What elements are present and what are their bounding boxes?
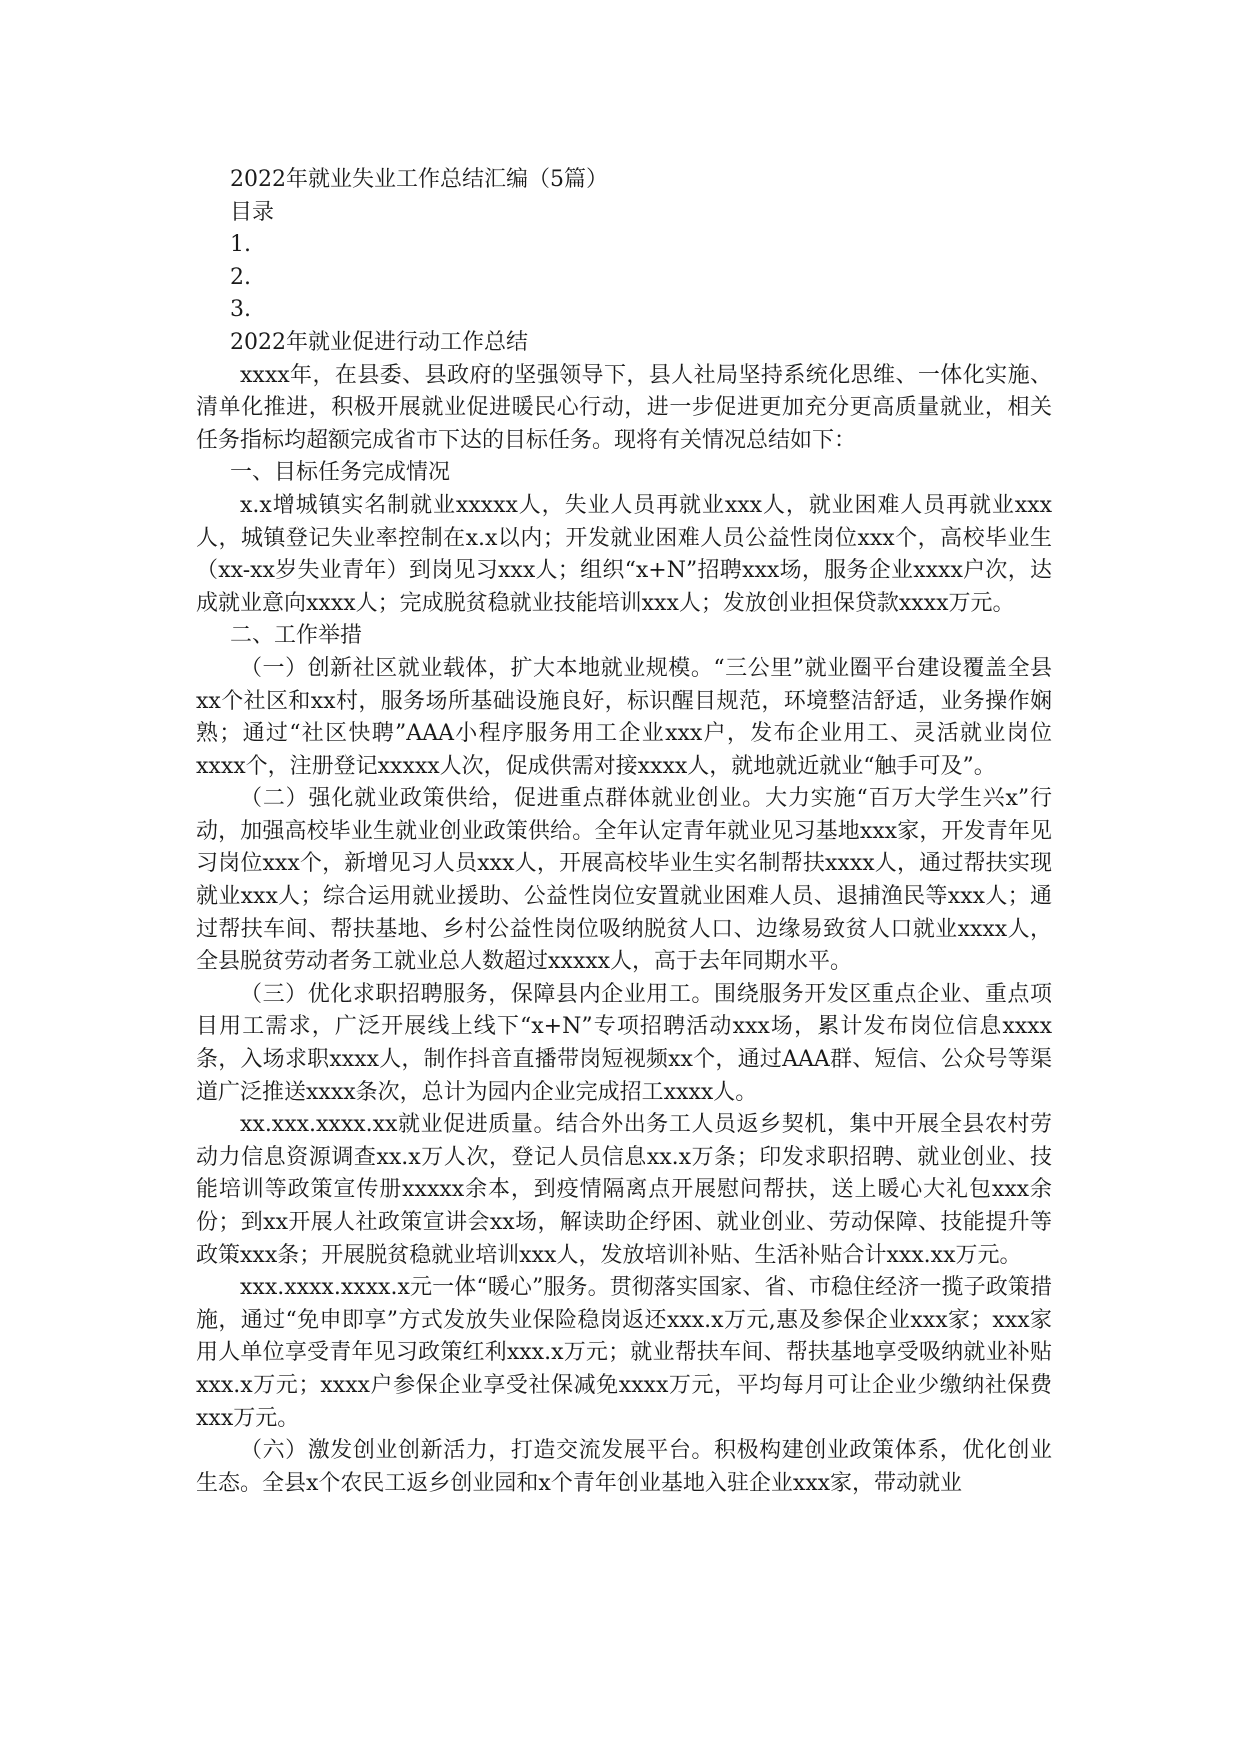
heading-measures: 二、工作举措 <box>230 623 363 649</box>
measure-paragraph-2: （二）强化就业政策供给，促进重点群体就业创业。大力实施“百万大学生兴x”行动，加强高校毕业生就业创业政策供给。全年认定青年就业见习基地xxx家，开发青年见习岗位xxx个，新增见习人员xxx人，开展高校毕业生实名制帮扶xxxx人，通过帮扶实现就业xxx人；综合运用就业援助、公益性岗位安置就业困难人员、退捕渔民等xxx人；通过帮扶车间、帮扶基地、乡村公益性岗位吸纳脱贫人口、边缘易致贫人口就业xxxx人，全县脱贫劳动者务工就业总人数超过xxxxx人，高于去年同期水平。 <box>196 786 1052 975</box>
measure-paragraph-3: （三）优化求职招聘服务，保障县内企业用工。围绕服务开发区重点企业、重点项目用工需求，广泛开展线上线下“x+N”专项招聘活动xxx场，累计发布岗位信息xxxx条，入场求职xxxx人，制作抖音直播带岗短视频xx个，通过AAA群、短信、公众号等渠道广泛推送xxxx条次，总计为园内企业完成招工xxxx人。 <box>196 981 1052 1105</box>
section-title: 2022年就业促进行动工作总结 <box>230 329 528 355</box>
measure-paragraph-1: （一）创新社区就业载体，扩大本地就业规模。“三公里”就业圈平台建设覆盖全县xx个社区和xx村，服务场所基础设施良好，标识醒目规范，环境整洁舒适，业务操作娴熟；通过“社区快聘”AAA小程序服务用工企业xxx户，发布企业用工、灵活就业岗位xxxx个，注册登记xxxxx人次，促成供需对接xxxx人，就地就近就业“触手可及”。 <box>196 655 1052 779</box>
targets-paragraph: x.x增城镇实名制就业xxxxx人，失业人员再就业xxx人，就业困难人员再就业xxx人，城镇登记失业率控制在x.x以内；开发就业困难人员公益性岗位xxx个，高校毕业生（xx-xx岁失业青年）到岗见习xxx人；组织“x+N”招聘xxx场，服务企业xxxx户次，达成就业意向xxxx人；完成脱贫稳就业技能培训xxx人；发放创业担保贷款xxxx万元。 <box>196 492 1052 616</box>
measure-paragraph-6: （六）激发创业创新活力，打造交流发展平台。积极构建创业政策体系，优化创业生态。全县x个农民工返乡创业园和x个青年创业基地入驻企业xxx家，带动就业 <box>196 1438 1052 1496</box>
measure-paragraph-5: xxx.xxxx.xxxx.x元一体“暖心”服务。贯彻落实国家、省、市稳住经济一揽子政策措施，通过“免申即享”方式发放失业保险稳岗返还xxx.x万元,惠及参保企业xxx家；xxx家用人单位享受青年见习政策红利xxx.x万元；就业帮扶车间、帮扶基地享受吸纳就业补贴xxx.x万元；xxxx户参保企业享受社保减免xxxx万元，平均每月可让企业少缴纳社保费xxx万元。 <box>196 1275 1052 1431</box>
document-body <box>196 164 1052 1500</box>
heading-targets: 一、目标任务完成情况 <box>230 460 451 486</box>
toc-item-1: 1. <box>230 232 251 258</box>
toc-label: 目录 <box>230 199 275 225</box>
measure-paragraph-4: xx.xxx.xxxx.xx就业促进质量。结合外出务工人员返乡契机，集中开展全县农村劳动力信息资源调查xx.x万人次，登记人员信息xx.x万条；印发求职招聘、就业创业、技能培训等政策宣传册xxxxx余本，到疫情隔离点开展慰问帮扶，送上暖心大礼包xxx余份；到xx开展人社政策宣讲会xx场，解读助企纾困、就业创业、劳动保障、技能提升等政策xxx条；开展脱贫稳就业培训xxx人，发放培训补贴、生活补贴合计xxx.xx万元。 <box>196 1112 1052 1268</box>
intro-paragraph: xxxx年，在县委、县政府的坚强领导下，县人社局坚持系统化思维、一体化实施、清单化推进，积极开展就业促进暖民心行动，进一步促进更加充分更高质量就业，相关任务指标均超额完成省市下达的目标任务。现将有关情况总结如下： <box>196 362 1052 453</box>
document-title: 2022年就业失业工作总结汇编（5篇） <box>230 167 608 192</box>
toc-item-2: 2. <box>230 264 251 290</box>
toc-item-3: 3. <box>230 297 251 323</box>
